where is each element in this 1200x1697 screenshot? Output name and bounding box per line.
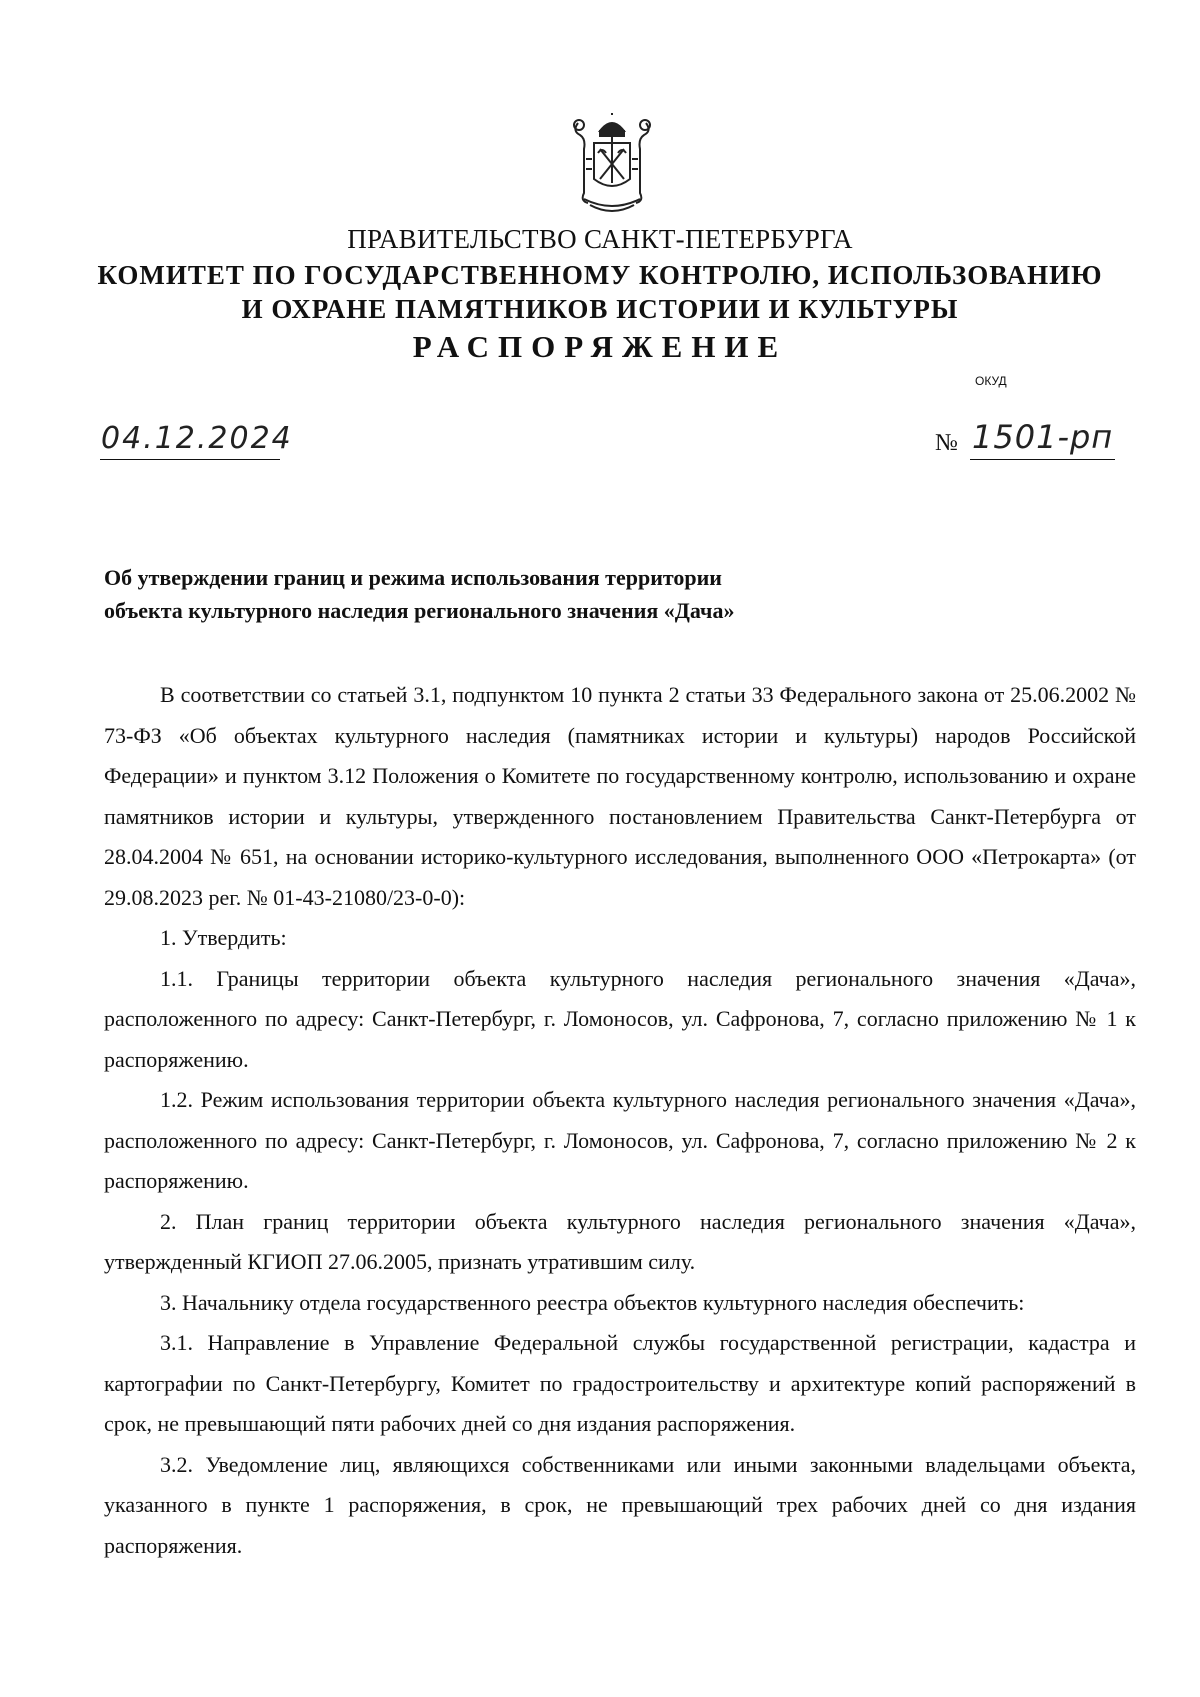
government-name: ПРАВИТЕЛЬСТВО САНКТ-ПЕТЕРБУРГА	[347, 224, 853, 254]
paragraph-item-1-1: 1.1. Границы территории объекта культурного наследия регионального значения «Дача», расположенного по адресу: Санкт-Петербург, г. Ломоносов, ул. Сафронова, 7, согласно приложению № 1 к распоряжению.	[104, 965, 1136, 1072]
committee-name-line1: КОМИТЕТ ПО ГОСУДАРСТВЕННОМУ КОНТРОЛЮ, ИСПОЛЬЗОВАНИЮ	[97, 260, 1103, 290]
document-type: РАСПОРЯЖЕНИЕ	[412, 329, 788, 364]
paragraph-item-1-2: 1.2. Режим использования территории объекта культурного наследия регионального значения «Дача», расположенного по адресу: Санкт-Петербург, г. Ломоносов, ул. Сафронова, 7, согласно приложению № 2 к распоряжению.	[104, 1087, 1136, 1193]
document-number: 1501-рп	[972, 418, 1114, 456]
committee-name-line2: И ОХРАНЕ ПАМЯТНИКОВ ИСТОРИИ И КУЛЬТУРЫ	[241, 294, 959, 324]
document-date: 04.12.2024	[101, 421, 293, 456]
number-sign: №	[935, 430, 958, 456]
document-body	[104, 675, 1136, 1566]
paragraph-item-3: 3. Начальнику отдела государственного реестра объектов культурного наследия обеспечить:	[160, 1289, 1025, 1315]
paragraph-item-1: 1. Утвердить:	[160, 925, 287, 950]
paragraph-item-2: 2. План границ территории объекта культурного наследия регионального значения «Дача», утвержденный КГИОП 27.06.2005, признать утратившим силу.	[104, 1208, 1136, 1274]
subject-line: объекта культурного наследия регионального значения «Дача»	[104, 598, 735, 623]
coat-of-arms-icon	[570, 113, 654, 213]
paragraph-preamble: В соответствии со статьей 3.1, подпунктом 10 пункта 2 статьи 33 Федерального закона от 25.06.2002 № 73-ФЗ «Об объектах культурного наследия (памятниках истории и культуры) народов Российской Федерации» и пунктом 3.12 Положения о Комитете по государственному контролю, использованию и охране памятников истории и культуры, утвержденного постановлением Правительства Санкт-Петербурга от 28.04.2004 № 651, на основании историко-культурного исследования, выполненного ООО «Петрокарта» (от 29.08.2023 рег. № 01-43-21080/23-0-0):	[104, 682, 1136, 910]
number-underline	[970, 459, 1115, 460]
paragraph-item-3-2: 3.2. Уведомление лиц, являющихся собственниками или иными законными владельцами объекта, указанного в пункте 1 распоряжения, в срок, не превышающий трех рабочих дней со дня издания распоряжения.	[104, 1451, 1136, 1558]
document-subject	[104, 561, 954, 627]
date-underline	[100, 459, 280, 460]
okud-label: ОКУД	[975, 374, 1007, 388]
subject-line: Об утверждении границ и режима использования территории	[104, 565, 722, 590]
paragraph-item-3-1: 3.1. Направление в Управление Федеральной службы государственной регистрации, кадастра и картографии по Санкт-Петербургу, Комитет по градостроительству и архитектуре копий распоряжений в срок, не превышающий пяти рабочих дней со дня издания распоряжения.	[104, 1330, 1136, 1436]
